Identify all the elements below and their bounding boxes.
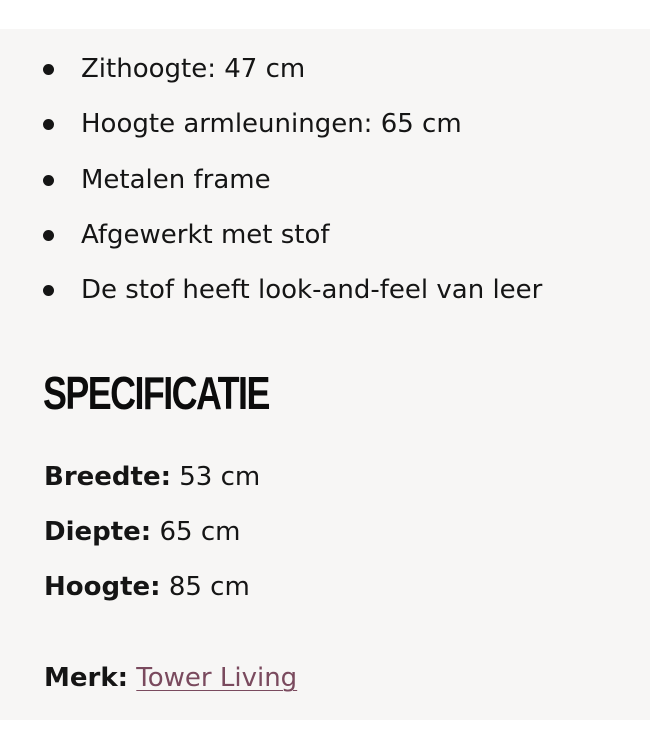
specification-heading: SPECIFICATIE [43, 367, 269, 419]
bullet-icon [43, 119, 54, 130]
spec-row-width [44, 457, 260, 497]
feature-text: Zithoogte: 47 cm [81, 54, 306, 84]
spec-value: 53 cm [179, 462, 261, 492]
feature-text: Hoogte armleuningen: 65 cm [81, 109, 462, 139]
spec-label: Diepte: [44, 517, 152, 547]
spec-label: Breedte: [44, 462, 171, 492]
spec-label: Hoogte: [44, 572, 161, 602]
bullet-icon [43, 285, 54, 296]
bullet-icon [43, 230, 54, 241]
spec-value: 85 cm [168, 572, 250, 602]
feature-item-leather-look [0, 270, 650, 310]
spec-value: 65 cm [159, 517, 241, 547]
bullet-icon [43, 64, 54, 75]
spec-row-height [44, 567, 250, 607]
brand-link[interactable]: Tower Living [136, 663, 298, 693]
feature-item-seat-height [0, 49, 650, 89]
feature-item-frame [0, 160, 650, 200]
bullet-icon [43, 175, 54, 186]
feature-item-armrest-height [0, 104, 650, 144]
spec-row-brand [44, 658, 297, 698]
feature-text: De stof heeft look-and-feel van leer [81, 275, 543, 305]
product-details-panel [0, 29, 650, 720]
spec-row-depth [44, 512, 240, 552]
feature-text: Afgewerkt met stof [81, 220, 330, 250]
brand-label: Merk: [44, 663, 129, 693]
feature-text: Metalen frame [81, 165, 271, 195]
feature-item-fabric [0, 215, 650, 255]
